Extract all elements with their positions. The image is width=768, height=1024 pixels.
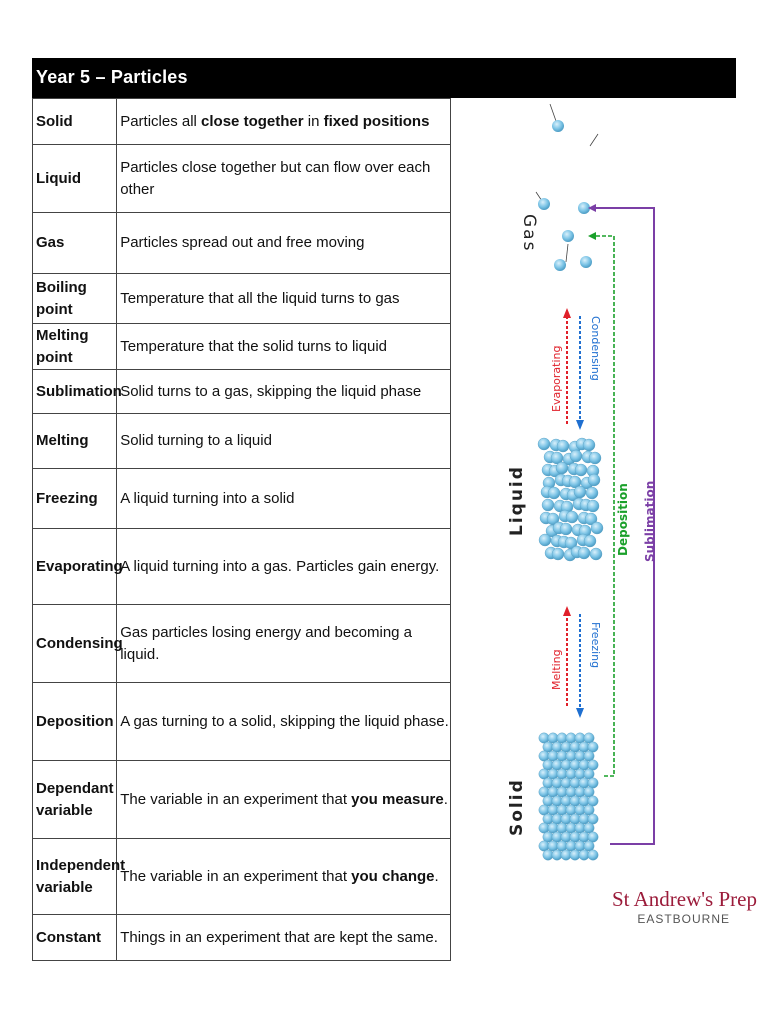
page-title: Year 5 – Particles bbox=[36, 67, 188, 87]
glossary-term: Deposition bbox=[33, 683, 117, 761]
definition-emphasis: you measure bbox=[351, 790, 444, 808]
definition-emphasis: you change bbox=[351, 867, 435, 885]
definition-text: Particles spread out and free moving bbox=[120, 234, 365, 252]
glossary-row bbox=[33, 99, 451, 145]
sublimation-label: Sublimation bbox=[643, 480, 657, 562]
freezing-label: Freezing bbox=[589, 622, 602, 669]
melting-label: Melting bbox=[550, 649, 563, 690]
definition-text: A liquid turning into a solid bbox=[120, 489, 295, 507]
solid-particles-illustration bbox=[539, 733, 598, 860]
definition-text: . bbox=[443, 790, 448, 808]
glossary-row bbox=[33, 324, 451, 370]
glossary-row bbox=[33, 915, 451, 961]
glossary-definition bbox=[117, 370, 451, 414]
glossary-definition bbox=[117, 274, 451, 324]
glossary-term: Independent variable bbox=[33, 839, 117, 915]
glossary-row bbox=[33, 529, 451, 605]
glossary-term: Freezing bbox=[33, 469, 117, 529]
glossary-term: Liquid bbox=[33, 145, 117, 213]
definition-emphasis: fixed positions bbox=[323, 112, 430, 130]
school-logo bbox=[612, 887, 757, 926]
definition-text: Temperature that the solid turns to liquid bbox=[120, 337, 388, 355]
definition-text: in bbox=[303, 112, 324, 130]
states-of-matter-diagram bbox=[470, 104, 680, 894]
definition-text: A gas turning to a solid, skipping the liquid phase. bbox=[120, 712, 449, 730]
glossary-term: Melting bbox=[33, 414, 117, 469]
evaporating-label: Evaporating bbox=[550, 345, 563, 412]
glossary-term: Gas bbox=[33, 213, 117, 274]
definition-emphasis: close together bbox=[201, 112, 304, 130]
glossary-definition bbox=[117, 145, 451, 213]
glossary-definition bbox=[117, 761, 451, 839]
definition-text: A liquid turning into a gas. Particles gain energy. bbox=[120, 557, 440, 575]
glossary-term: Solid bbox=[33, 99, 117, 145]
definition-text: Particles close together but can flow over each other bbox=[120, 158, 431, 198]
glossary-row bbox=[33, 683, 451, 761]
glossary-term: Constant bbox=[33, 915, 117, 961]
logo-name: St Andrew's Prep bbox=[612, 887, 757, 911]
liquid-particles-illustration bbox=[538, 438, 603, 561]
glossary-row bbox=[33, 761, 451, 839]
condensing-label: Condensing bbox=[589, 316, 602, 381]
glossary-definition bbox=[117, 414, 451, 469]
glossary-row bbox=[33, 605, 451, 683]
glossary-term: Boiling point bbox=[33, 274, 117, 324]
definition-text: Solid turning to a liquid bbox=[120, 432, 272, 450]
header-bar bbox=[32, 58, 736, 98]
glossary-row bbox=[33, 839, 451, 915]
gas-particles-illustration bbox=[536, 104, 598, 271]
liquid-label: Liquid bbox=[507, 465, 527, 536]
glossary-row bbox=[33, 145, 451, 213]
glossary-row bbox=[33, 213, 451, 274]
definition-text: Temperature that all the liquid turns to gas bbox=[120, 289, 400, 307]
solid-label: Solid bbox=[507, 778, 527, 836]
definition-text: Gas particles losing energy and becoming a liquid. bbox=[120, 623, 413, 663]
glossary-definition bbox=[117, 99, 451, 145]
glossary-term: Evaporating bbox=[33, 529, 117, 605]
glossary-definition bbox=[117, 915, 451, 961]
glossary-definition bbox=[117, 324, 451, 370]
glossary-row bbox=[33, 469, 451, 529]
glossary-definition bbox=[117, 605, 451, 683]
glossary-term: Melting point bbox=[33, 324, 117, 370]
glossary-row bbox=[33, 414, 451, 469]
glossary-row bbox=[33, 370, 451, 414]
glossary-table bbox=[32, 98, 451, 961]
definition-text: Things in an experiment that are kept the same. bbox=[120, 928, 438, 946]
gas-label: Gas bbox=[519, 214, 539, 253]
glossary-term: Condensing bbox=[33, 605, 117, 683]
definition-text: . bbox=[434, 867, 439, 885]
deposition-label: Deposition bbox=[616, 483, 630, 556]
definition-text: Solid turns to a gas, skipping the liquid phase bbox=[120, 382, 422, 400]
glossary-term: Sublimation bbox=[33, 370, 117, 414]
glossary-row bbox=[33, 274, 451, 324]
definition-text: The variable in an experiment that bbox=[120, 867, 352, 885]
glossary-term: Dependant variable bbox=[33, 761, 117, 839]
glossary-definition bbox=[117, 469, 451, 529]
glossary-definition bbox=[117, 213, 451, 274]
glossary-definition bbox=[117, 529, 451, 605]
glossary-definition bbox=[117, 839, 451, 915]
definition-text: The variable in an experiment that bbox=[120, 790, 352, 808]
glossary-definition bbox=[117, 683, 451, 761]
definition-text: Particles all bbox=[120, 112, 202, 130]
logo-location: EASTBOURNE bbox=[637, 912, 730, 926]
